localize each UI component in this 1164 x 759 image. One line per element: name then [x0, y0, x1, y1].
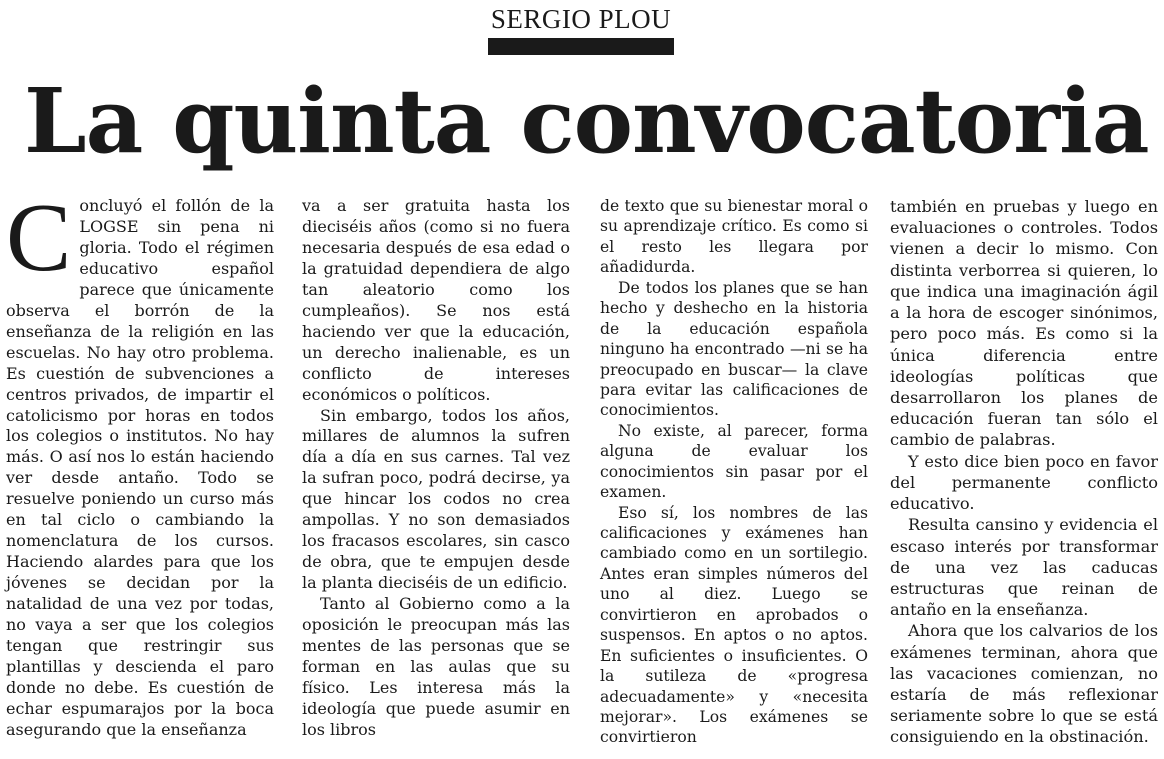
author-byline: SERGIO PLOU: [490, 4, 672, 34]
article-column-2: [302, 196, 570, 741]
paragraph: Tanto al Gobierno como a la oposición le preocupan más las mentes de las personas que se forman en las aulas que su físico. Les interesa más la ideología que puede asumir en los libros: [302, 594, 570, 739]
paragraph: [6, 184, 274, 741]
article-column-3: [600, 196, 868, 748]
paragraph: va a ser gratuita hasta los dieciséis años (como si no fuera necesaria después de esa edad o la gratuidad dependiera de algo tan aleatorio como los cumpleaños). Se nos está haciendo ver que la educación, un derecho inalienable, es un conflicto de intereses económicos o políticos.: [302, 196, 570, 404]
paragraph: De todos los planes que se han hecho y deshecho en la historia de la educación española ninguno ha encontrado —ni se ha preocupado en buscar— la clave para evitar las calificaciones de conocimientos.: [600, 278, 868, 420]
paragraph: también en pruebas y luego en evaluaciones o controles. Todos vienen a decir lo mismo. Con distinta verborrea si quieren, lo que indica una imaginación ágil a la hora de escoger sinónimos, pero poco más. Es como si la única diferencia entre ideologías políticas que desarrollaron los planes de educación fueran tan sólo el cambio de palabras.: [890, 197, 1158, 450]
drop-cap: C: [6, 184, 72, 292]
paragraph: Ahora que los calvarios de los exámenes terminan, ahora que las vacaciones comienzan, no estaría de más reflexionar seriamente sobre lo que se está consiguiendo en la obstinación.: [890, 621, 1158, 747]
paragraph: de texto que su bienestar moral o su aprendizaje crítico. Es como si el resto les llegara por añadidurda.: [600, 197, 868, 277]
article-column-4: [890, 196, 1158, 748]
paragraph: Resulta cansino y evidencia el escaso interés por transformar de una vez las caducas estructuras que reinan de antaño en la enseñanza.: [890, 515, 1158, 620]
paragraph: Y esto dice bien poco en favor del permanente conflicto educativo.: [890, 451, 1158, 514]
paragraph: Eso sí, los nombres de las calificaciones y exámenes han cambiado como en un sortilegio. Antes eran simples números del uno al diez. Luego se convirtieron en aprobados o suspensos. En aptos o no aptos. En suficientes o insuficientes. O la sutileza de «progresa adecuadamente» y «necesita mejorar». Los exámenes se convirtieron: [600, 503, 868, 747]
paragraph-text: oncluyó el follón de la LOGSE sin pena ni gloria. Todo el régimen educativo español parece que únicamente observa el borrón de la enseñanza de la religión en las escuelas. No hay otro problema. Es cuestión de subvenciones a centros privados, de impartir el catolicismo por horas en todos los colegios o institutos. No hay más. O así nos lo están haciendo ver desde antaño. Todo se resuelve poniendo un curso más en tal ciclo o cambiando la nomenclatura de los cursos. Haciendo alardes para que los jóvenes se decidan por la natalidad de una vez por todas, no vaya a ser que los colegios tengan que restringir sus plantillas y descienda el paro donde no debe. Es cuestión de echar espumarajos por la boca asegurando que la enseñanza: [6, 196, 274, 739]
article-column-1: [6, 184, 274, 741]
paragraph: Sin embargo, todos los años, millares de alumnos la sufren día a día en sus carnes. Tal vez la sufran poco, podrá decirse, ya que hincar los codos no crea ampollas. Y no son demasiados los fracasos escolares, sin casco de obra, que te empujen desde la planta dieciséis de un edificio.: [302, 405, 570, 593]
paragraph: No existe, al parecer, forma alguna de evaluar los conocimientos sin pasar por el examen.: [600, 421, 868, 502]
article-headline: La quinta convocatoria: [24, 68, 1149, 173]
byline-rule: [488, 38, 674, 55]
